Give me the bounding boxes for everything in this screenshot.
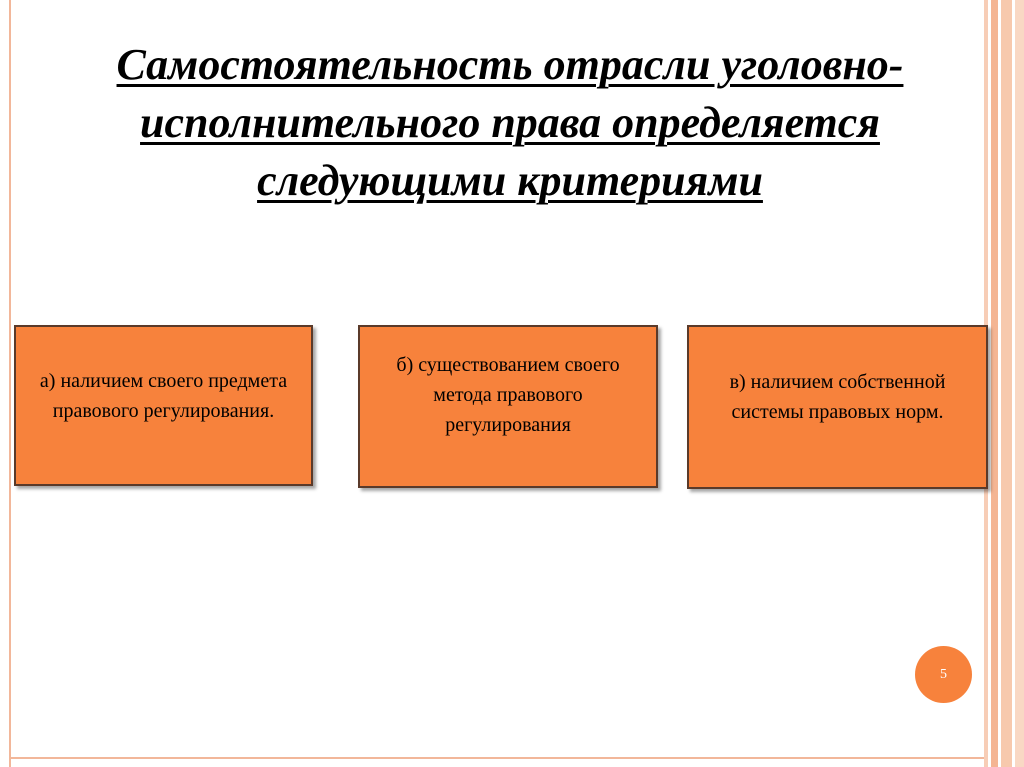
page-number-badge	[915, 646, 972, 703]
stripe	[1001, 0, 1012, 767]
stripe	[1015, 0, 1024, 767]
criterion-text-a: а) наличием своего предмета правового регулирования.	[39, 369, 288, 422]
criterion-box-b	[358, 325, 658, 488]
criterion-box-c	[687, 325, 988, 489]
frame-bottom-line	[9, 757, 984, 759]
criterion-text-b: б) существованием своего метода правового регулирования	[396, 353, 620, 436]
frame-left-line	[9, 0, 11, 767]
decorative-stripes	[984, 0, 1024, 767]
page-number: 5	[940, 666, 947, 682]
criterion-text-c: в) наличием собственной системы правовых норм.	[729, 371, 946, 423]
criterion-box-a	[14, 325, 313, 486]
stripe	[991, 0, 998, 767]
slide-title: Самостоятельность отрасли уголовно-исполнительного права определяется следующими критериями	[116, 40, 904, 205]
